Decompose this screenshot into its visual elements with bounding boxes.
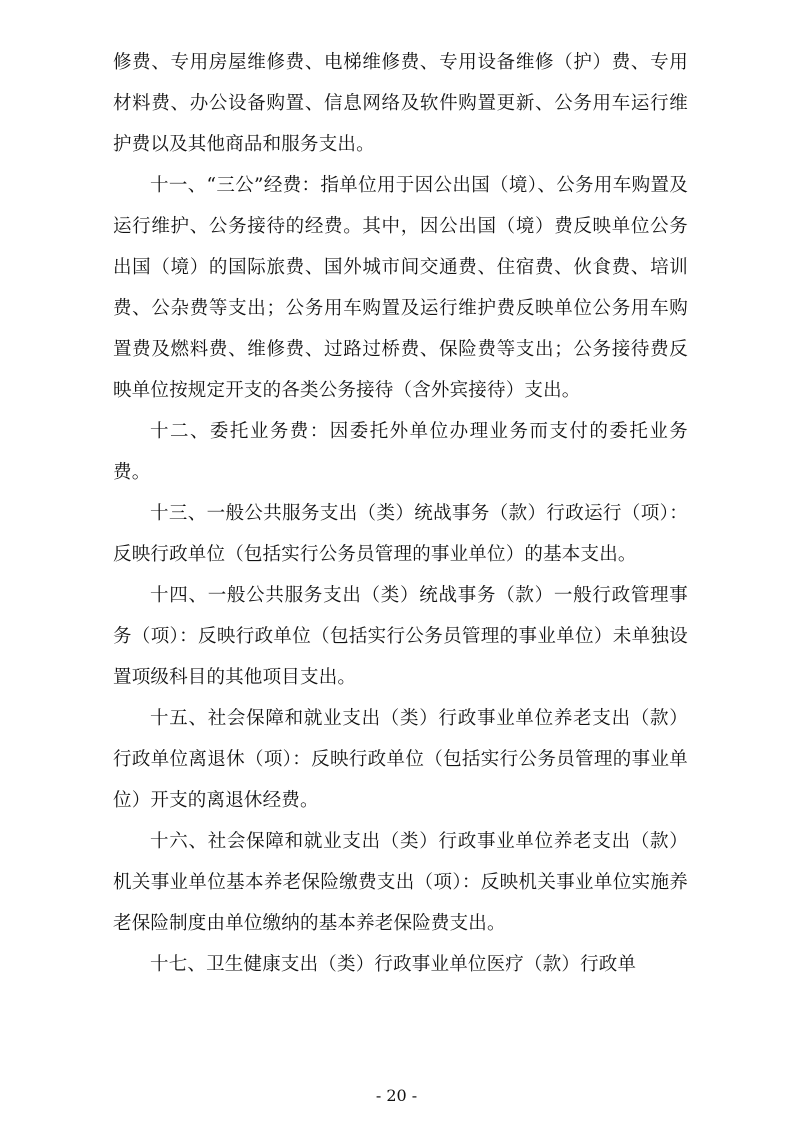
paragraph: 十五、社会保障和就业支出（类）行政事业单位养老支出（款）行政单位离退休（项）：反映行政单位（包括实行公务员管理的事业单位）开支的离退休经费。 <box>113 708 688 811</box>
paragraph: 修费、专用房屋维修费、电梯维修费、专用设备维修（护）费、专用材料费、办公设备购置、信息网络及软件购置更新、公务用车运行维护费以及其他商品和服务支出。 <box>113 52 688 155</box>
document-body <box>113 42 688 985</box>
paragraph: 十三、一般公共服务支出（类）统战事务（款）行政运行（项）：反映行政单位（包括实行公务员管理的事业单位）的基本支出。 <box>113 503 688 565</box>
page-number-footer: - 20 - <box>375 1086 418 1105</box>
paragraph: 十二、委托业务费：因委托外单位办理业务而支付的委托业务费。 <box>113 421 688 483</box>
paragraph: 十四、一般公共服务支出（类）统战事务（款）一般行政管理事务（项）：反映行政单位（包括实行公务员管理的事业单位）未单独设置项级科目的其他项目支出。 <box>113 585 688 688</box>
paragraph: 十一、“三公”经费：指单位用于因公出国（境）、公务用车购置及运行维护、公务接待的经费。其中，因公出国（境）费反映单位公务出国（境）的国际旅费、国外城市间交通费、住宿费、伙食费、培训费、公杂费等支出；公务用车购置及运行维护费反映单位公务用车购置费及燃料费、维修费、过路过桥费、保险费等支出；公务接待费反映单位按规定开支的各类公务接待（含外宾接待）支出。 <box>113 175 688 401</box>
paragraph: 十七、卫生健康支出（类）行政事业单位医疗（款）行政单 <box>150 954 637 975</box>
paragraph: 十六、社会保障和就业支出（类）行政事业单位养老支出（款）机关事业单位基本养老保险缴费支出（项）：反映机关事业单位实施养老保险制度由单位缴纳的基本养老保险费支出。 <box>113 831 688 934</box>
